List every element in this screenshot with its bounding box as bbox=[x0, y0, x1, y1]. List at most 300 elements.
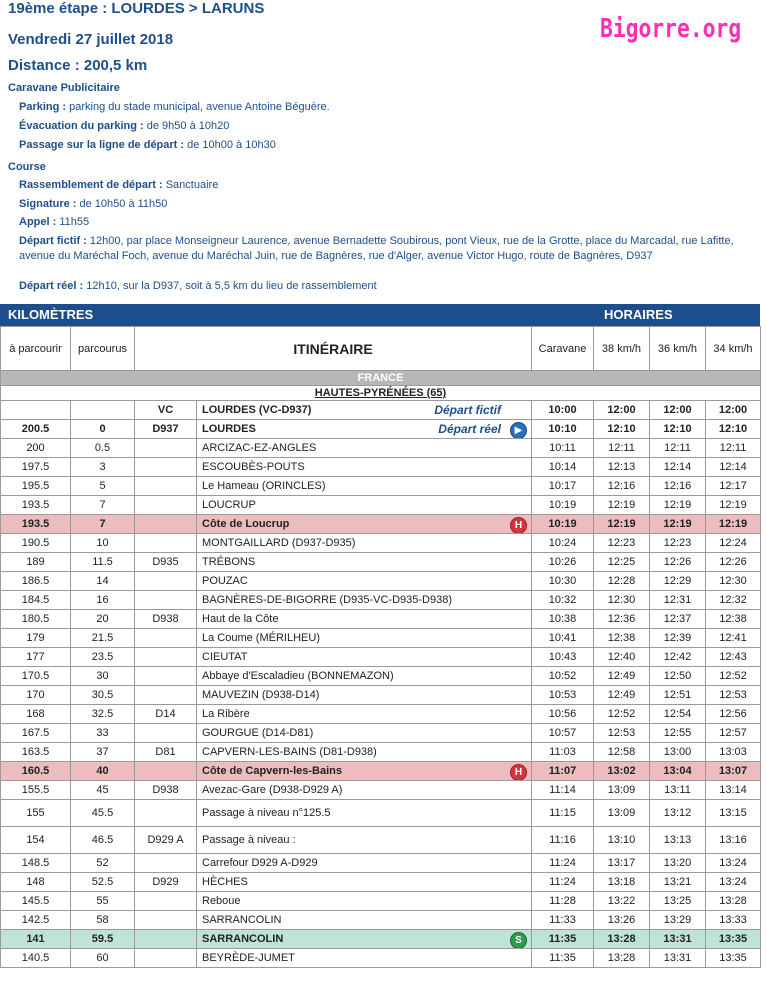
place-text: CIEUTAT bbox=[202, 651, 248, 663]
time-34kmh: 13:33 bbox=[706, 911, 761, 930]
time-caravane: 10:57 bbox=[532, 724, 594, 743]
place-text: LOURDES (VC-D937) bbox=[202, 404, 312, 416]
time-34kmh: 13:14 bbox=[706, 781, 761, 800]
itinerary-row bbox=[1, 401, 761, 420]
place-name bbox=[197, 800, 532, 827]
signature-line: Signature : de 10h50 à 11h50 bbox=[19, 198, 168, 210]
itinerary-row bbox=[1, 762, 761, 781]
km-done: 5 bbox=[71, 477, 135, 496]
time-36kmh: 13:13 bbox=[650, 827, 706, 854]
place-name bbox=[197, 420, 532, 439]
country-row bbox=[1, 371, 761, 386]
place-text: Le Hameau (ORINCLES) bbox=[202, 480, 326, 492]
km-remaining: 184.5 bbox=[1, 591, 71, 610]
km-remaining: 155 bbox=[1, 800, 71, 827]
time-caravane: 10:38 bbox=[532, 610, 594, 629]
time-38kmh: 12:23 bbox=[594, 534, 650, 553]
km-remaining: 179 bbox=[1, 629, 71, 648]
depart-reel-line: Départ réel : 12h10, sur la D937, soit à 5,5 km du lieu de rassemblement bbox=[19, 280, 377, 292]
place-name bbox=[197, 458, 532, 477]
time-34kmh: 13:24 bbox=[706, 873, 761, 892]
km-remaining: 155.5 bbox=[1, 781, 71, 800]
place-text: Côte de Capvern-les-Bains bbox=[202, 765, 342, 777]
place-name bbox=[197, 781, 532, 800]
stage-date: Vendredi 27 juillet 2018 bbox=[8, 31, 174, 48]
itinerary-row bbox=[1, 496, 761, 515]
time-caravane: 11:14 bbox=[532, 781, 594, 800]
place-text: La Coume (MÉRILHEU) bbox=[202, 632, 320, 644]
km-remaining: 168 bbox=[1, 705, 71, 724]
sprint-s-icon: S bbox=[510, 932, 527, 949]
col-34kmh: 34 km/h bbox=[706, 327, 761, 371]
place-text: HÈCHES bbox=[202, 876, 248, 888]
place-text: ESCOUBÈS-POUTS bbox=[202, 461, 305, 473]
road-code: D937 bbox=[135, 420, 197, 439]
time-caravane: 10:43 bbox=[532, 648, 594, 667]
time-38kmh: 12:58 bbox=[594, 743, 650, 762]
table-title-bar bbox=[0, 304, 760, 326]
course-title: Course bbox=[8, 161, 46, 173]
time-36kmh: 12:51 bbox=[650, 686, 706, 705]
time-caravane: 10:19 bbox=[532, 515, 594, 534]
place-text: GOURGUE (D14-D81) bbox=[202, 727, 314, 739]
time-34kmh: 13:03 bbox=[706, 743, 761, 762]
time-caravane: 10:10 bbox=[532, 420, 594, 439]
place-text: Passage à niveau n°125.5 bbox=[202, 807, 331, 819]
road-code bbox=[135, 458, 197, 477]
km-remaining: 145.5 bbox=[1, 892, 71, 911]
time-34kmh: 12:52 bbox=[706, 667, 761, 686]
km-remaining: 170 bbox=[1, 686, 71, 705]
appel-line: Appel : 11h55 bbox=[19, 216, 90, 228]
time-38kmh: 12:36 bbox=[594, 610, 650, 629]
time-caravane: 10:53 bbox=[532, 686, 594, 705]
km-done bbox=[71, 401, 135, 420]
evacuation-line: Évacuation du parking : de 9h50 à 10h20 bbox=[19, 120, 230, 132]
time-36kmh: 13:00 bbox=[650, 743, 706, 762]
time-34kmh: 13:07 bbox=[706, 762, 761, 781]
depart-fictif-line: Départ fictif : 12h00, par place Monseigneur Laurence, avenue Bernadette Soubirous, pont Vieux, rue de la Grotte, place du Marcadal, rue Lafitte, avenue du Maréchal Foch, avenue du Maréchal Juin, rue de Bagnères, rue d'Alger, avenue Victor Hugo, route de Bagnères, D937 bbox=[19, 235, 734, 262]
km-remaining: 200 bbox=[1, 439, 71, 458]
time-caravane: 11:24 bbox=[532, 873, 594, 892]
departure-note: Départ fictif bbox=[434, 403, 501, 417]
km-remaining: 195.5 bbox=[1, 477, 71, 496]
itinerary-row bbox=[1, 800, 761, 827]
col-a-parcourir: à parcourir bbox=[1, 327, 71, 371]
km-done: 16 bbox=[71, 591, 135, 610]
place-name bbox=[197, 724, 532, 743]
itinerary-row bbox=[1, 892, 761, 911]
km-remaining: 154 bbox=[1, 827, 71, 854]
time-36kmh: 13:11 bbox=[650, 781, 706, 800]
place-text: LOUCRUP bbox=[202, 499, 256, 511]
time-caravane: 11:24 bbox=[532, 854, 594, 873]
time-38kmh: 13:17 bbox=[594, 854, 650, 873]
km-remaining: 140.5 bbox=[1, 949, 71, 968]
km-remaining: 193.5 bbox=[1, 496, 71, 515]
time-34kmh: 12:43 bbox=[706, 648, 761, 667]
time-36kmh: 13:31 bbox=[650, 930, 706, 949]
time-caravane: 11:35 bbox=[532, 949, 594, 968]
place-text: Abbaye d'Escaladieu (BONNEMAZON) bbox=[202, 670, 394, 682]
time-caravane: 10:11 bbox=[532, 439, 594, 458]
place-name bbox=[197, 949, 532, 968]
time-38kmh: 12:49 bbox=[594, 686, 650, 705]
time-caravane: 11:07 bbox=[532, 762, 594, 781]
place-name bbox=[197, 911, 532, 930]
time-caravane: 10:30 bbox=[532, 572, 594, 591]
time-caravane: 10:00 bbox=[532, 401, 594, 420]
place-text: Côte de Loucrup bbox=[202, 518, 290, 530]
km-done: 52.5 bbox=[71, 873, 135, 892]
time-caravane: 10:26 bbox=[532, 553, 594, 572]
km-remaining: 197.5 bbox=[1, 458, 71, 477]
horaires-heading: HORAIRES bbox=[604, 307, 673, 322]
time-34kmh: 13:28 bbox=[706, 892, 761, 911]
place-text: Haut de la Côte bbox=[202, 613, 279, 625]
place-text: SARRANCOLIN bbox=[202, 914, 282, 926]
road-code bbox=[135, 629, 197, 648]
passage-line: Passage sur la ligne de départ : de 10h00 à 10h30 bbox=[19, 139, 276, 151]
road-code bbox=[135, 911, 197, 930]
km-done: 7 bbox=[71, 515, 135, 534]
km-done: 58 bbox=[71, 911, 135, 930]
time-36kmh: 12:37 bbox=[650, 610, 706, 629]
place-text: BEYRÈDE-JUMET bbox=[202, 952, 295, 964]
caravane-title: Caravane Publicitaire bbox=[8, 82, 120, 94]
brand-logo[interactable]: Bigorre.org bbox=[600, 14, 742, 44]
time-34kmh: 13:16 bbox=[706, 827, 761, 854]
place-text: BAGNÈRES-DE-BIGORRE (D935-VC-D935-D938) bbox=[202, 594, 453, 606]
time-38kmh: 13:18 bbox=[594, 873, 650, 892]
place-name bbox=[197, 648, 532, 667]
time-38kmh: 12:38 bbox=[594, 629, 650, 648]
place-name bbox=[197, 892, 532, 911]
time-caravane: 11:16 bbox=[532, 827, 594, 854]
time-caravane: 10:56 bbox=[532, 705, 594, 724]
time-34kmh: 12:41 bbox=[706, 629, 761, 648]
time-38kmh: 13:02 bbox=[594, 762, 650, 781]
place-name bbox=[197, 515, 532, 534]
time-34kmh: 12:57 bbox=[706, 724, 761, 743]
time-36kmh: 13:25 bbox=[650, 892, 706, 911]
road-code bbox=[135, 892, 197, 911]
time-38kmh: 12:52 bbox=[594, 705, 650, 724]
km-remaining: 170.5 bbox=[1, 667, 71, 686]
road-code bbox=[135, 800, 197, 827]
itinerary-row bbox=[1, 610, 761, 629]
time-38kmh: 12:19 bbox=[594, 496, 650, 515]
road-code bbox=[135, 930, 197, 949]
road-code: VC bbox=[135, 401, 197, 420]
itinerary-row bbox=[1, 648, 761, 667]
itinerary-row bbox=[1, 458, 761, 477]
km-done: 30.5 bbox=[71, 686, 135, 705]
km-done: 3 bbox=[71, 458, 135, 477]
place-name bbox=[197, 667, 532, 686]
column-header-row bbox=[1, 327, 761, 371]
time-caravane: 11:03 bbox=[532, 743, 594, 762]
road-code bbox=[135, 686, 197, 705]
time-38kmh: 12:11 bbox=[594, 439, 650, 458]
time-38kmh: 12:28 bbox=[594, 572, 650, 591]
time-36kmh: 12:26 bbox=[650, 553, 706, 572]
road-code bbox=[135, 496, 197, 515]
time-38kmh: 12:40 bbox=[594, 648, 650, 667]
department-row bbox=[1, 386, 761, 401]
place-name bbox=[197, 930, 532, 949]
place-text: Carrefour D929 A-D929 bbox=[202, 857, 318, 869]
km-done: 46.5 bbox=[71, 827, 135, 854]
time-caravane: 10:14 bbox=[532, 458, 594, 477]
time-38kmh: 13:09 bbox=[594, 800, 650, 827]
time-38kmh: 12:19 bbox=[594, 515, 650, 534]
time-38kmh: 13:26 bbox=[594, 911, 650, 930]
time-38kmh: 13:22 bbox=[594, 892, 650, 911]
place-name bbox=[197, 553, 532, 572]
place-name bbox=[197, 743, 532, 762]
road-code bbox=[135, 591, 197, 610]
time-caravane: 10:41 bbox=[532, 629, 594, 648]
itinerary-row bbox=[1, 911, 761, 930]
time-caravane: 10:17 bbox=[532, 477, 594, 496]
climb-h-icon: H bbox=[510, 764, 527, 781]
time-36kmh: 13:20 bbox=[650, 854, 706, 873]
km-done: 32.5 bbox=[71, 705, 135, 724]
time-38kmh: 13:28 bbox=[594, 930, 650, 949]
km-done: 40 bbox=[71, 762, 135, 781]
itinerary-row bbox=[1, 827, 761, 854]
itinerary-row bbox=[1, 477, 761, 496]
time-34kmh: 13:35 bbox=[706, 930, 761, 949]
itinerary-row bbox=[1, 439, 761, 458]
time-38kmh: 13:09 bbox=[594, 781, 650, 800]
place-text: TRÉBONS bbox=[202, 556, 256, 568]
itinerary-row bbox=[1, 667, 761, 686]
road-code bbox=[135, 515, 197, 534]
km-done: 0 bbox=[71, 420, 135, 439]
time-36kmh: 12:54 bbox=[650, 705, 706, 724]
itinerary-row bbox=[1, 629, 761, 648]
time-38kmh: 12:25 bbox=[594, 553, 650, 572]
time-38kmh: 13:28 bbox=[594, 949, 650, 968]
km-done: 33 bbox=[71, 724, 135, 743]
time-36kmh: 12:55 bbox=[650, 724, 706, 743]
time-36kmh: 12:10 bbox=[650, 420, 706, 439]
place-text: LOURDES bbox=[202, 423, 256, 435]
itinerary-row bbox=[1, 873, 761, 892]
place-text: ARCIZAC-EZ-ANGLES bbox=[202, 442, 317, 454]
km-done: 30 bbox=[71, 667, 135, 686]
climb-h-icon: H bbox=[510, 517, 527, 534]
road-code bbox=[135, 667, 197, 686]
time-36kmh: 12:50 bbox=[650, 667, 706, 686]
time-38kmh: 12:49 bbox=[594, 667, 650, 686]
itinerary-row bbox=[1, 534, 761, 553]
itinerary-row bbox=[1, 949, 761, 968]
km-done: 10 bbox=[71, 534, 135, 553]
itinerary-row bbox=[1, 420, 761, 439]
time-34kmh: 12:32 bbox=[706, 591, 761, 610]
time-caravane: 10:19 bbox=[532, 496, 594, 515]
time-34kmh: 13:15 bbox=[706, 800, 761, 827]
road-code bbox=[135, 534, 197, 553]
kilometres-heading: KILOMÈTRES bbox=[8, 307, 94, 322]
place-name bbox=[197, 854, 532, 873]
place-text: Passage à niveau : bbox=[202, 834, 296, 846]
itinerary-row bbox=[1, 743, 761, 762]
time-36kmh: 12:29 bbox=[650, 572, 706, 591]
time-caravane: 11:33 bbox=[532, 911, 594, 930]
km-done: 45.5 bbox=[71, 800, 135, 827]
parking-line: Parking : parking du stade municipal, avenue Antoine Béguère. bbox=[19, 101, 330, 113]
km-done: 59.5 bbox=[71, 930, 135, 949]
country-label: FRANCE bbox=[1, 371, 761, 386]
time-38kmh: 12:16 bbox=[594, 477, 650, 496]
itinerary-row bbox=[1, 591, 761, 610]
time-34kmh: 12:38 bbox=[706, 610, 761, 629]
road-code: D81 bbox=[135, 743, 197, 762]
road-code bbox=[135, 724, 197, 743]
time-36kmh: 13:12 bbox=[650, 800, 706, 827]
km-done: 37 bbox=[71, 743, 135, 762]
km-remaining: 148 bbox=[1, 873, 71, 892]
department-label: HAUTES-PYRÉNÉES (65) bbox=[1, 386, 761, 401]
itinerary-row bbox=[1, 854, 761, 873]
time-36kmh: 13:29 bbox=[650, 911, 706, 930]
time-34kmh: 12:26 bbox=[706, 553, 761, 572]
road-code: D938 bbox=[135, 781, 197, 800]
time-caravane: 11:35 bbox=[532, 930, 594, 949]
km-remaining: 142.5 bbox=[1, 911, 71, 930]
time-34kmh: 12:24 bbox=[706, 534, 761, 553]
road-code bbox=[135, 477, 197, 496]
itinerary-table bbox=[0, 326, 761, 968]
departure-note: Départ réel bbox=[438, 422, 501, 436]
road-code: D929 A bbox=[135, 827, 197, 854]
time-36kmh: 12:39 bbox=[650, 629, 706, 648]
itinerary-row bbox=[1, 553, 761, 572]
time-36kmh: 12:23 bbox=[650, 534, 706, 553]
km-done: 14 bbox=[71, 572, 135, 591]
place-name bbox=[197, 827, 532, 854]
km-remaining: 148.5 bbox=[1, 854, 71, 873]
time-36kmh: 12:19 bbox=[650, 496, 706, 515]
time-caravane: 11:28 bbox=[532, 892, 594, 911]
place-name bbox=[197, 534, 532, 553]
place-name bbox=[197, 439, 532, 458]
time-34kmh: 12:10 bbox=[706, 420, 761, 439]
km-remaining: 180.5 bbox=[1, 610, 71, 629]
col-caravane: Caravane bbox=[532, 327, 594, 371]
time-34kmh: 12:00 bbox=[706, 401, 761, 420]
place-text: POUZAC bbox=[202, 575, 248, 587]
col-itineraire: ITINÉRAIRE bbox=[135, 327, 532, 371]
km-done: 7 bbox=[71, 496, 135, 515]
rassemblement-line: Rassemblement de départ : Sanctuaire bbox=[19, 179, 219, 191]
place-name bbox=[197, 873, 532, 892]
km-done: 21.5 bbox=[71, 629, 135, 648]
time-36kmh: 12:19 bbox=[650, 515, 706, 534]
time-36kmh: 13:31 bbox=[650, 949, 706, 968]
col-parcourus: parcourus bbox=[71, 327, 135, 371]
place-name bbox=[197, 572, 532, 591]
time-caravane: 10:24 bbox=[532, 534, 594, 553]
km-done: 45 bbox=[71, 781, 135, 800]
time-34kmh: 13:24 bbox=[706, 854, 761, 873]
km-remaining: 190.5 bbox=[1, 534, 71, 553]
road-code bbox=[135, 854, 197, 873]
km-done: 52 bbox=[71, 854, 135, 873]
time-34kmh: 12:11 bbox=[706, 439, 761, 458]
km-done: 23.5 bbox=[71, 648, 135, 667]
itinerary-row bbox=[1, 930, 761, 949]
road-code bbox=[135, 439, 197, 458]
time-36kmh: 12:42 bbox=[650, 648, 706, 667]
km-remaining: 189 bbox=[1, 553, 71, 572]
place-name bbox=[197, 401, 532, 420]
time-caravane: 10:52 bbox=[532, 667, 594, 686]
road-code: D929 bbox=[135, 873, 197, 892]
place-text: MONTGAILLARD (D937-D935) bbox=[202, 537, 356, 549]
place-name bbox=[197, 610, 532, 629]
time-34kmh: 12:30 bbox=[706, 572, 761, 591]
place-name bbox=[197, 762, 532, 781]
time-34kmh: 12:19 bbox=[706, 515, 761, 534]
road-code: D938 bbox=[135, 610, 197, 629]
time-36kmh: 12:11 bbox=[650, 439, 706, 458]
place-text: CAPVERN-LES-BAINS (D81-D938) bbox=[202, 746, 377, 758]
place-name bbox=[197, 496, 532, 515]
road-code bbox=[135, 762, 197, 781]
road-code bbox=[135, 648, 197, 667]
road-code bbox=[135, 572, 197, 591]
km-remaining: 186.5 bbox=[1, 572, 71, 591]
itinerary-row bbox=[1, 572, 761, 591]
time-36kmh: 12:16 bbox=[650, 477, 706, 496]
km-remaining: 141 bbox=[1, 930, 71, 949]
time-34kmh: 12:56 bbox=[706, 705, 761, 724]
col-36kmh: 36 km/h bbox=[650, 327, 706, 371]
place-name bbox=[197, 686, 532, 705]
place-name bbox=[197, 705, 532, 724]
play-icon: ▶ bbox=[510, 422, 527, 439]
time-38kmh: 12:00 bbox=[594, 401, 650, 420]
km-remaining: 167.5 bbox=[1, 724, 71, 743]
km-remaining: 163.5 bbox=[1, 743, 71, 762]
itinerary-row bbox=[1, 515, 761, 534]
time-38kmh: 12:10 bbox=[594, 420, 650, 439]
km-done: 55 bbox=[71, 892, 135, 911]
time-34kmh: 13:35 bbox=[706, 949, 761, 968]
place-text: La Ribère bbox=[202, 708, 250, 720]
place-text: Avezac-Gare (D938-D929 A) bbox=[202, 784, 343, 796]
km-done: 60 bbox=[71, 949, 135, 968]
stage-title: 19ème étape : LOURDES > LARUNS bbox=[8, 0, 265, 17]
time-36kmh: 12:31 bbox=[650, 591, 706, 610]
time-caravane: 10:32 bbox=[532, 591, 594, 610]
road-code: D14 bbox=[135, 705, 197, 724]
place-text: MAUVEZIN (D938-D14) bbox=[202, 689, 320, 701]
time-38kmh: 12:53 bbox=[594, 724, 650, 743]
km-remaining: 177 bbox=[1, 648, 71, 667]
stage-header bbox=[0, 0, 767, 300]
time-36kmh: 13:04 bbox=[650, 762, 706, 781]
time-34kmh: 12:14 bbox=[706, 458, 761, 477]
place-text: SARRANCOLIN bbox=[202, 933, 284, 945]
time-34kmh: 12:53 bbox=[706, 686, 761, 705]
time-34kmh: 12:19 bbox=[706, 496, 761, 515]
